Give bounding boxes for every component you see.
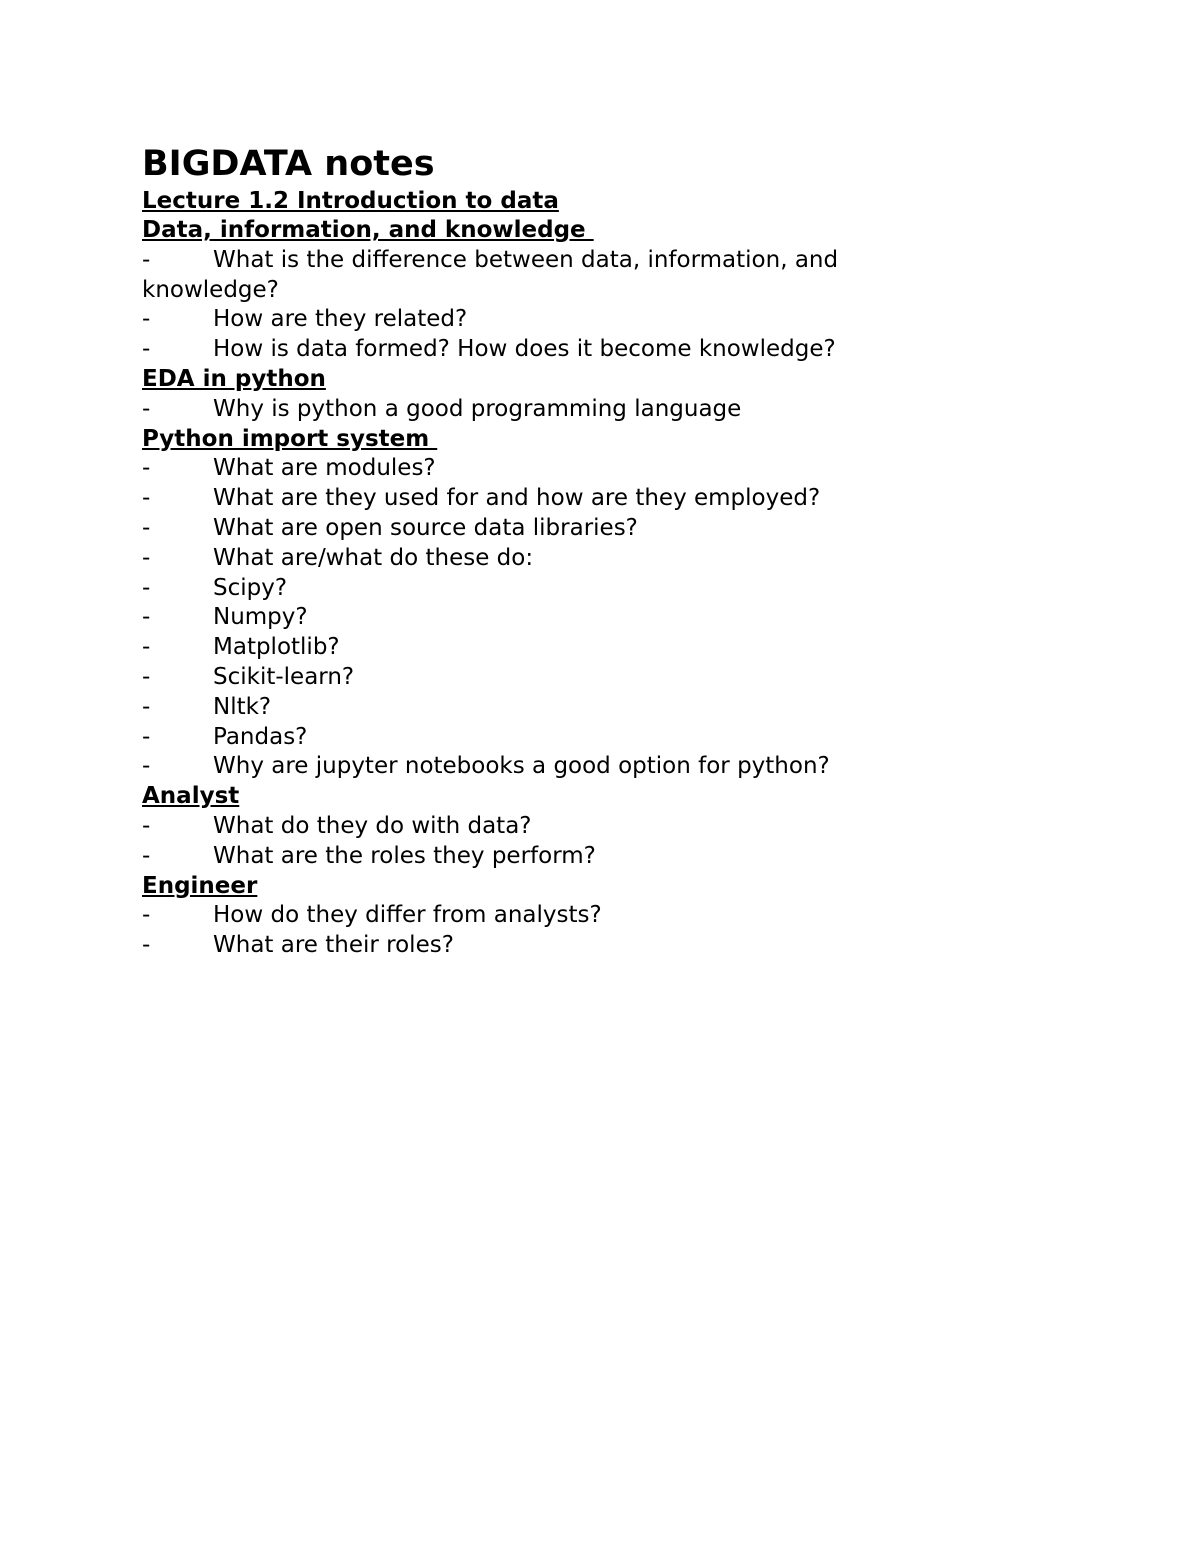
section-heading: EDA in python (142, 365, 326, 392)
list-item (142, 246, 942, 306)
bullet-dash: - (142, 306, 151, 333)
list-item-text: What are modules? (213, 455, 436, 482)
bullet-dash: - (142, 395, 151, 422)
bullet-dash: - (142, 455, 151, 482)
list-item-text: What is the difference between data, information, and knowledge? (142, 246, 839, 303)
list-item (142, 544, 942, 574)
bullet-dash: - (142, 932, 151, 959)
list-item-text: Scikit-learn? (213, 663, 355, 690)
section-python-import-system (142, 425, 942, 783)
section-data-information-knowledge (142, 216, 942, 365)
section-eda-in-python (142, 365, 942, 425)
list-item-text: How do they differ from analysts? (213, 902, 602, 929)
bullet-dash: - (142, 842, 151, 869)
section-analyst (142, 782, 942, 871)
list-item-text: How are they related? (213, 306, 468, 333)
bullet-dash: - (142, 574, 151, 601)
bullet-dash: - (142, 902, 151, 929)
list-item-text: Scipy? (213, 574, 288, 601)
bullet-dash: - (142, 663, 151, 690)
list-item (142, 931, 942, 961)
list-item-text: What do they do with data? (213, 812, 532, 839)
list-item-text: What are they used for and how are they employed? (213, 485, 821, 512)
bullet-dash: - (142, 634, 151, 661)
list-item-text: What are open source data libraries? (213, 514, 638, 541)
bullet-dash: - (142, 723, 151, 750)
section-engineer (142, 872, 942, 961)
list-item (142, 454, 942, 484)
list-item (142, 633, 942, 663)
list-item-text: Why are jupyter notebooks a good option for python? (213, 753, 830, 780)
list-item (142, 305, 942, 335)
list-item (142, 812, 942, 842)
section-heading: Python import system (142, 425, 438, 452)
bullet-dash: - (142, 693, 151, 720)
list-item-text: Matplotlib? (213, 634, 340, 661)
list-item-text: How is data formed? How does it become knowledge? (213, 336, 836, 363)
list-item-text: What are/what do these do: (213, 544, 534, 571)
bullet-dash: - (142, 514, 151, 541)
list-item (142, 335, 942, 365)
list-item-text: What are their roles? (213, 932, 454, 959)
section-heading: Engineer (142, 872, 258, 899)
list-item-text: Pandas? (213, 723, 308, 750)
list-item-text: Nltk? (213, 693, 272, 720)
list-item (142, 901, 942, 931)
bullet-dash: - (142, 246, 151, 273)
document-page (142, 142, 942, 961)
list-item (142, 514, 942, 544)
section-heading: Analyst (142, 783, 240, 810)
list-item (142, 574, 942, 604)
lecture-heading: Lecture 1.2 Introduction to data (142, 188, 559, 214)
list-item-text: Numpy? (213, 604, 308, 631)
document-title: BIGDATA notes (142, 144, 435, 184)
list-item (142, 723, 942, 753)
bullet-dash: - (142, 604, 151, 631)
list-item-text: What are the roles they perform? (213, 842, 596, 869)
list-item (142, 603, 942, 633)
bullet-dash: - (142, 544, 151, 571)
bullet-dash: - (142, 812, 151, 839)
bullet-dash: - (142, 485, 151, 512)
section-heading: Data, information, and knowledge (142, 217, 594, 243)
list-item (142, 484, 942, 514)
list-item-text: Why is python a good programming language (213, 395, 742, 422)
list-item (142, 752, 942, 782)
list-item (142, 395, 942, 425)
list-item (142, 842, 942, 872)
list-item (142, 693, 942, 723)
list-item (142, 663, 942, 693)
bullet-dash: - (142, 336, 151, 363)
bullet-dash: - (142, 753, 151, 780)
